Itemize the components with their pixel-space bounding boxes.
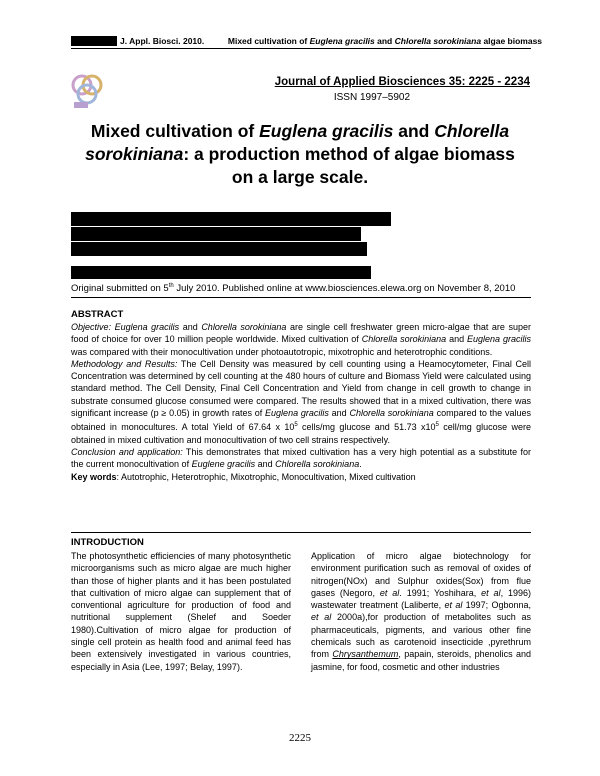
text: 1997; Ogbonna, — [462, 600, 532, 611]
introduction-left-column: The photosynthetic efficiencies of many photosynthetic microorganisms such as micro algae are much higher than those of higher plants and it has been postulated that cultivation of micro algae can supplement that of conventional agriculture for production of food and nutritional supplement (Shelef and Soeder 1980).Cultivation of micro algae for production of single cell protein as health food and animal feed has been extensively investigated in various countries, especially in Asia (Lee, 1997; Belay, 1997). — [71, 551, 291, 672]
text: This demonstrates that mixed cultivation has a very high potential as a substitute for the current monocultivation of — [71, 446, 531, 470]
header-citation: J. Appl. Biosci. 2010. — [120, 36, 205, 46]
keywords-text: : Autotrophic, Heterotrophic, Mixotrophic, Monocultivation, Mixed cultivation — [116, 471, 416, 482]
text: cell/mg glucose were obtained in mixed cultivation and monocultivation of two cell strains respectively. — [71, 422, 531, 445]
page-number: 2225 — [289, 732, 311, 744]
abstract-conclusion — [71, 446, 531, 471]
text: and — [179, 322, 202, 332]
title-text-1: Mixed cultivation of — [90, 121, 260, 141]
abstract-keywords — [71, 471, 531, 483]
text: . — [359, 459, 362, 470]
text: The Cell Density was measured by cell counting using a Heamocytometer, Final Cell Concentration was determined by cell counting at the 480 hours of culture and Biomass Yield were calculated using standard method. The Cell Density, Final Cell Concentration and Yield from change in cell growth to change in substrate consumed glucose consumed were compared. The results showed that in a mixed cultivation, there was significant increase (p ≥ 0.05) in growth rates of — [71, 358, 531, 419]
header-title-post: algae biomass — [481, 36, 543, 46]
conclusion-label: Conclusion and application: — [71, 446, 183, 457]
submission-text-pre: Original submitted on 5 — [71, 283, 169, 295]
text: and — [446, 334, 468, 345]
species: Chlorella sorokiniana — [275, 459, 360, 470]
superscript: 5 — [294, 422, 298, 429]
keywords-label: Key words — [71, 471, 117, 482]
text: compared to the values obtained in monocultures. A total Yield of 67.64 x 10 — [71, 408, 531, 433]
text: cells/mg glucose and 51.73 x10 — [297, 422, 436, 433]
text: Application of micro algae biotechnology for environment purification such as removal of oxides of nitrogen(NOx) and Sulphur oxides(Sox) from flue gases (Negoro, — [311, 551, 531, 598]
species: Euglena gracilis — [114, 322, 180, 332]
journal-logo-icon — [68, 68, 108, 110]
text: was compared with their monocultivation under photoautotropic, mixotrophic and heterotrophic conditions. — [71, 346, 493, 357]
text: , 1996) wastewater treatment (Laliberte, — [311, 587, 531, 611]
objective-label: Objective: — [71, 322, 112, 332]
species: Euglena gracilis — [265, 408, 329, 419]
journal-issn: ISSN 1997–5902 — [333, 92, 410, 103]
text: and — [328, 408, 350, 419]
species: Euglene gracilis — [191, 459, 256, 470]
title-species-2b: sorokiniana — [85, 144, 184, 164]
redacted-block — [71, 242, 367, 256]
header-species-1: Euglena gracilis — [309, 36, 375, 46]
superscript: 5 — [435, 422, 439, 429]
submission-info — [71, 283, 531, 294]
text: 2000a),for production of metabolites such as pharmaceuticals, pigments, and various other fine chemicals such as carotenoid insecticide ,pyrethrum from — [311, 612, 531, 660]
abstract-objective — [71, 321, 531, 358]
methods-label: Methodology and Results: — [71, 358, 178, 369]
title-text-4: on a large scale. — [231, 167, 369, 187]
et-al: et al — [481, 587, 501, 598]
species: Chlorella — [349, 408, 385, 419]
title-text-2: and — [393, 121, 435, 141]
title-species-1: Euglena gracilis — [259, 121, 394, 141]
et-al: et al — [379, 587, 400, 598]
abstract-body — [71, 321, 531, 483]
text: . 1991; Yoshihara, — [399, 587, 482, 598]
species: sorokiniana — [387, 408, 434, 419]
abstract-methods — [71, 358, 531, 446]
submission-text-post: July 2010. Published online at www.biosciences.elewa.org on November 8, 2010 — [173, 283, 516, 295]
text: , papain, steroids, phenolics and jasmine, for food, cosmetic and other industries — [311, 649, 531, 672]
text: are single cell freshwater green micro-algae that are super food of choice for over 10 million people worldwide. Mixed cultivation of — [71, 322, 531, 345]
divider — [71, 532, 531, 533]
introduction-heading: INTRODUCTION — [71, 537, 144, 548]
species: Chlorella sorokiniana — [201, 322, 287, 332]
header-species-2: Chlorella sorokiniana — [394, 36, 482, 46]
header-and: and — [374, 36, 395, 46]
redacted-block — [71, 36, 117, 46]
redacted-block — [71, 266, 371, 279]
introduction-right-column — [311, 550, 531, 673]
species: Chlorella sorokiniana — [361, 334, 447, 345]
divider — [71, 297, 531, 298]
abstract-heading: ABSTRACT — [71, 309, 124, 320]
running-header — [71, 36, 543, 49]
text: and — [255, 459, 276, 470]
header-title-pre: Mixed cultivation of — [227, 36, 310, 46]
title-species-2a: Chlorella — [434, 121, 510, 141]
redacted-block — [71, 212, 391, 226]
title-text-3: : a production method of algae biomass — [183, 144, 515, 164]
redacted-block — [71, 227, 361, 241]
species-link[interactable]: Chrysanthemum — [332, 649, 399, 660]
et-al: et al — [311, 612, 332, 623]
species: Euglena gracilis — [467, 334, 531, 345]
running-header-text — [120, 36, 542, 46]
submission-sup: th — [168, 283, 174, 289]
paper-title — [60, 120, 540, 189]
journal-name: Journal of Applied Biosciences 35: 2225 - 2234 — [274, 76, 530, 88]
et-al: et al — [444, 600, 463, 611]
